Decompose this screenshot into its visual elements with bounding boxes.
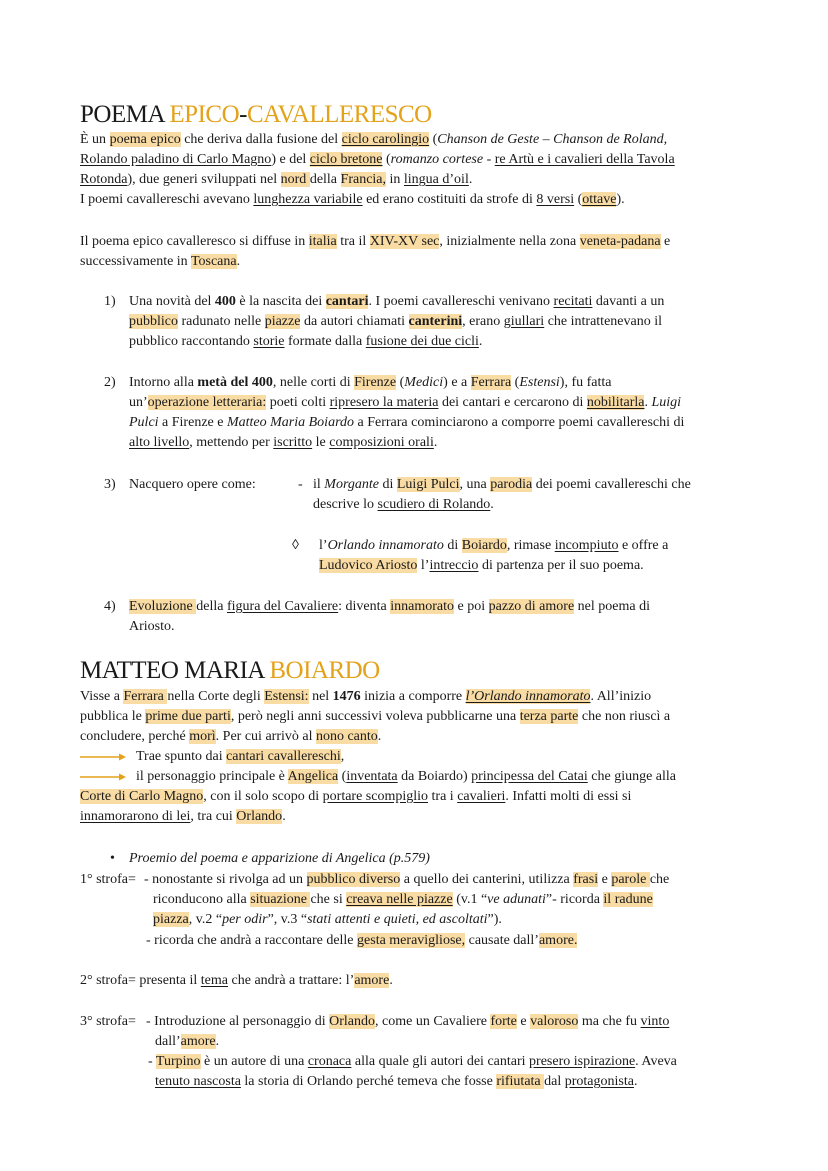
text-run: , nelle corti di xyxy=(272,375,355,390)
text-run: . xyxy=(236,254,241,269)
text-run: - xyxy=(239,101,247,128)
sub-item-line xyxy=(319,536,668,556)
text-run: . xyxy=(633,1074,638,1089)
text-run: - xyxy=(483,152,495,167)
text-run: della xyxy=(196,599,227,614)
text-run: Turpino xyxy=(155,1054,201,1069)
text-run: - xyxy=(148,1054,156,1069)
text-run: pubblico xyxy=(129,314,178,329)
text-run: l’Orlando innamorato xyxy=(465,689,591,704)
text-run: lingua d’oil xyxy=(403,172,469,187)
text-run: Matteo Maria Boiardo xyxy=(226,415,354,430)
text-run: è la nascita dei xyxy=(235,294,326,309)
text-run: BOIARDO xyxy=(269,657,380,684)
strofa-line xyxy=(155,1032,219,1052)
arrow-icon xyxy=(80,752,126,762)
text-run: ”- ricorda xyxy=(545,892,604,907)
list-item-line xyxy=(129,373,612,393)
list-item-line xyxy=(129,617,175,637)
text-run: Ludovico Ariosto xyxy=(319,558,418,573)
text-run: frasi xyxy=(573,872,599,887)
text-run: Una novità del xyxy=(129,294,215,309)
text-run: in xyxy=(386,172,404,187)
text-run: che xyxy=(649,872,670,887)
text-run: descrive lo xyxy=(313,497,378,512)
text-run: cronaca xyxy=(307,1054,352,1069)
text-run: rifiutata xyxy=(496,1074,545,1089)
text-run: operazione letteraria: xyxy=(147,395,267,410)
paragraph-line xyxy=(80,150,675,170)
text-run: di xyxy=(378,477,397,492)
text-run: . xyxy=(478,334,483,349)
text-run: le xyxy=(312,435,330,450)
strofa-label: 1° strofa= xyxy=(80,872,136,887)
text-run: tra i xyxy=(428,789,458,804)
text-run: MATTEO MARIA xyxy=(80,657,270,684)
strofa-line xyxy=(153,910,502,930)
section-title-poema xyxy=(80,100,432,130)
text-run: Intorno alla xyxy=(129,375,198,390)
text-run: tra il xyxy=(336,234,370,249)
text-run: I poemi cavallereschi avevano xyxy=(80,192,254,207)
text-run: re Artù e i cavalieri della Tavola xyxy=(494,152,675,167)
text-run: ”). xyxy=(487,912,502,927)
text-run: , con il solo scopo di xyxy=(203,789,323,804)
list-item-line: Nacquero opere come: xyxy=(129,477,256,492)
text-run: tema xyxy=(200,973,229,988)
text-run: dei poemi cavallereschi che xyxy=(532,477,691,492)
text-run: intreccio xyxy=(429,558,479,573)
text-run: Evoluzione xyxy=(129,599,197,614)
text-run: ( xyxy=(574,192,583,207)
text-run: riconducono alla xyxy=(153,892,251,907)
text-run: amore xyxy=(180,1034,216,1049)
text-run: Trae spunto dai xyxy=(136,749,227,764)
text-run: , una xyxy=(459,477,491,492)
text-run: dal xyxy=(544,1074,565,1089)
paragraph-line xyxy=(80,687,651,707)
text-run: Francia, xyxy=(340,172,387,187)
strofa-line xyxy=(146,931,577,951)
text-run: creava nelle piazze xyxy=(346,892,453,907)
text-run: a Ferrara cominciarono a comporre poemi cavallereschi di xyxy=(354,415,685,430)
text-run: Chanson de Geste – Chanson de Roland, xyxy=(437,132,668,147)
text-run: , inizialmente nella zona xyxy=(439,234,580,249)
strofa-line xyxy=(80,971,393,991)
text-run: Firenze xyxy=(354,375,397,390)
text-run: , erano xyxy=(462,314,504,329)
text-run: l’ xyxy=(417,558,430,573)
text-run: cantari xyxy=(325,294,369,309)
text-run: è un autore di una xyxy=(200,1054,308,1069)
text-run: . Per cui arrivò al xyxy=(215,729,316,744)
text-run: . I poemi cavallereschi venivano xyxy=(368,294,554,309)
text-run: inventata xyxy=(346,769,398,784)
text-run: Medici xyxy=(404,375,444,390)
text-run: ripresero la materia xyxy=(329,395,439,410)
text-run: composizioni orali xyxy=(329,435,434,450)
text-run: nobilitarla xyxy=(586,395,645,410)
paragraph-line xyxy=(80,727,381,747)
text-run: gesta meravigliose, xyxy=(357,933,466,948)
text-run: . xyxy=(389,973,393,988)
text-run: protagonista xyxy=(564,1074,634,1089)
text-run: EPICO xyxy=(169,101,240,128)
sub-item-line xyxy=(319,556,644,576)
paragraph-line xyxy=(136,767,676,787)
text-run: la storia di Orlando perché temeva che fosse xyxy=(240,1074,497,1089)
text-run: ) e del xyxy=(271,152,310,167)
text-run: CAVALLERESCO xyxy=(246,101,432,128)
paragraph-line xyxy=(80,232,670,252)
paragraph-line xyxy=(80,707,670,727)
text-run: Ferrara xyxy=(470,375,512,390)
text-run: Pulci xyxy=(129,415,159,430)
text-run: innamorarono di lei xyxy=(80,809,191,824)
text-run: parole xyxy=(611,872,650,887)
text-run: ciclo carolingio xyxy=(341,132,430,147)
text-run: metà del 400 xyxy=(197,375,273,390)
text-run: l’ xyxy=(319,538,328,553)
text-run: 8 versi xyxy=(536,192,575,207)
text-run: . xyxy=(377,729,382,744)
strofa-line xyxy=(155,1072,637,1092)
text-run: 400 xyxy=(214,294,236,309)
text-run: vinto xyxy=(640,1014,670,1029)
text-run: , rimase xyxy=(506,538,555,553)
text-run: recitati xyxy=(553,294,593,309)
text-run: che andrà a trattare: l’ xyxy=(228,973,355,988)
text-run: che deriva dalla fusione del xyxy=(180,132,342,147)
text-run: il personaggio principale è xyxy=(136,769,288,784)
text-run: da autori chiamati xyxy=(300,314,409,329)
text-run: ve adunati xyxy=(487,892,546,907)
text-run: della xyxy=(309,172,341,187)
sub-item-line xyxy=(313,495,494,515)
text-run: ( xyxy=(382,152,391,167)
strofa-line xyxy=(153,890,653,910)
strofa-label: 3° strofa= xyxy=(80,1014,136,1029)
text-run: che giunge alla xyxy=(587,769,677,784)
text-run: causate dall’ xyxy=(465,933,539,948)
text-run: che intrattenevano il xyxy=(544,314,662,329)
text-run: 2° strofa= xyxy=(80,973,136,988)
text-run: poema epico xyxy=(109,132,181,147)
text-run: , mettendo per xyxy=(189,435,274,450)
paragraph-line xyxy=(136,747,344,767)
text-run: stati attenti e quieti, ed ascoltati xyxy=(307,912,488,927)
text-run: amore. xyxy=(538,933,578,948)
bullet-icon: • xyxy=(110,851,115,866)
text-run: Corte di Carlo Magno xyxy=(80,789,204,804)
text-run: nella Corte degli xyxy=(167,689,265,704)
list-item-line xyxy=(129,413,684,433)
text-run: e offre a xyxy=(618,538,669,553)
text-run: valoroso xyxy=(530,1014,579,1029)
text-run: prime due parti xyxy=(145,709,231,724)
text-run: , v.2 “ xyxy=(188,912,223,927)
text-run: Morgante xyxy=(324,477,379,492)
text-run: di xyxy=(443,538,462,553)
text-run: poeti colti xyxy=(266,395,330,410)
text-run: parodia xyxy=(490,477,533,492)
text-run: cavalieri xyxy=(457,789,506,804)
text-run: . Aveva xyxy=(635,1054,677,1069)
list-number: 4) xyxy=(104,599,116,614)
text-run: ). xyxy=(616,192,625,207)
text-run: portare scompiglio xyxy=(322,789,429,804)
text-run: formate dalla xyxy=(284,334,366,349)
list-number: 1) xyxy=(104,294,116,309)
list-item-line xyxy=(129,433,437,453)
text-run: e xyxy=(660,234,671,249)
text-run: , tra cui xyxy=(190,809,237,824)
text-run: presenta il xyxy=(135,973,201,988)
text-run: Rotonda xyxy=(80,172,128,187)
text-run: storie xyxy=(253,334,285,349)
sub-dash: - xyxy=(298,477,303,492)
list-item-line xyxy=(129,312,662,332)
text-run: piazza xyxy=(153,912,189,927)
text-run: morì xyxy=(189,729,216,744)
list-number: 2) xyxy=(104,375,116,390)
strofa-line xyxy=(144,870,669,890)
text-run: un’ xyxy=(129,395,148,410)
text-run: Angelica xyxy=(287,769,339,784)
text-run: a Firenze e xyxy=(158,415,227,430)
text-run: POEMA xyxy=(80,101,170,128)
text-run: principessa del Catai xyxy=(471,769,588,784)
list-item-line xyxy=(129,393,681,413)
text-run: - Introduzione al personaggio di xyxy=(146,1014,330,1029)
text-run: situazione xyxy=(250,892,311,907)
text-run: ) e a xyxy=(443,375,471,390)
text-run: ), fu fatta xyxy=(559,375,612,390)
text-run: ”, v.3 “ xyxy=(267,912,308,927)
text-run: nel poema di xyxy=(574,599,650,614)
text-run: ciclo bretone xyxy=(309,152,383,167)
text-run: - ricorda che andrà a raccontare delle xyxy=(146,933,358,948)
text-run: È un xyxy=(80,132,110,147)
text-run: forte xyxy=(490,1014,517,1029)
text-run: giullari xyxy=(503,314,545,329)
text-run: . All’inizio xyxy=(590,689,652,704)
text-run: Rolando paladino di Carlo Magno xyxy=(80,152,272,167)
text-run: nord xyxy=(280,172,310,187)
text-run: Estensi xyxy=(519,375,560,390)
text-run: iscritto xyxy=(273,435,313,450)
text-run: radunato nelle xyxy=(178,314,265,329)
text-run: . xyxy=(468,172,473,187)
text-run: ( xyxy=(338,769,347,784)
paragraph-line xyxy=(80,787,631,807)
text-run: successivamente in xyxy=(80,254,191,269)
text-run: XIV-XV sec xyxy=(369,234,440,249)
proemio-heading: Proemio del poema e apparizione di Angelica (p.579) xyxy=(129,851,430,866)
text-run: che non riuscì a xyxy=(578,709,671,724)
sub-item-line xyxy=(313,475,691,495)
text-run: per odir xyxy=(222,912,268,927)
text-run: , come un Cavaliere xyxy=(375,1014,491,1029)
section-title-boiardo xyxy=(80,656,380,686)
text-run: Il poema epico cavalleresco si diffuse in xyxy=(80,234,309,249)
text-run: Boiardo xyxy=(461,538,507,553)
text-run: ( xyxy=(429,132,438,147)
text-run: alto livello xyxy=(129,435,190,450)
list-item-line xyxy=(129,332,482,352)
strofa-line xyxy=(148,1052,677,1072)
text-run: incompiuto xyxy=(554,538,619,553)
text-run: amore xyxy=(354,973,390,988)
text-run: innamorato xyxy=(390,599,455,614)
text-run: ( xyxy=(511,375,520,390)
text-run: e xyxy=(598,872,612,887)
text-run: fusione dei due cicli xyxy=(365,334,479,349)
list-item-line xyxy=(129,292,664,312)
text-run: pubblica le xyxy=(80,709,146,724)
text-run: pubblico raccontando xyxy=(129,334,254,349)
text-run: presero ispirazione xyxy=(529,1054,636,1069)
text-run: da Boiardo) xyxy=(397,769,472,784)
text-run: ed erano costituiti da strofe di xyxy=(362,192,537,207)
text-run: veneta-padana xyxy=(579,234,661,249)
text-run: Toscana xyxy=(190,254,237,269)
text-run: ottave xyxy=(582,192,617,207)
text-run: Estensi: xyxy=(264,689,309,704)
text-run: il xyxy=(313,477,325,492)
text-run: . xyxy=(282,809,286,824)
text-run: italia xyxy=(308,234,337,249)
text-run: - nonostante si rivolga ad un xyxy=(144,872,307,887)
text-run: ma che fu xyxy=(578,1014,641,1029)
text-run: tenuto nascosta xyxy=(155,1074,241,1089)
text-run: : diventa xyxy=(338,599,391,614)
text-run: Visse a xyxy=(80,689,124,704)
text-run: . Infatti molti di essi si xyxy=(505,789,632,804)
paragraph-line xyxy=(80,252,240,272)
text-run: davanti a un xyxy=(592,294,665,309)
list-item-line xyxy=(129,597,650,617)
text-run: a quello dei canterini, utilizza xyxy=(400,872,574,887)
text-run: Luigi Pulci xyxy=(396,477,460,492)
text-run: canterini xyxy=(408,314,463,329)
text-run: pubblico diverso xyxy=(306,872,401,887)
list-number: 3) xyxy=(104,477,116,492)
text-run: Ariosto. xyxy=(129,619,175,634)
text-run: . xyxy=(644,395,652,410)
text-run: Orlando innamorato xyxy=(327,538,444,553)
text-run: dall’ xyxy=(155,1034,181,1049)
text-run: ), due generi sviluppati nel xyxy=(127,172,281,187)
text-run: di partenza per il suo poema. xyxy=(478,558,644,573)
text-run: . xyxy=(215,1034,220,1049)
text-run: Orlando xyxy=(329,1014,376,1029)
paragraph-line xyxy=(80,130,667,150)
text-run: lunghezza variabile xyxy=(253,192,363,207)
paragraph-line xyxy=(80,190,625,210)
paragraph-line xyxy=(80,170,472,190)
text-run: nono canto xyxy=(315,729,378,744)
text-run: (v.1 “ xyxy=(452,892,488,907)
text-run: che si xyxy=(310,892,347,907)
text-run: e xyxy=(516,1014,531,1029)
text-run: . xyxy=(433,435,438,450)
text-run: alla quale gli autori dei cantari xyxy=(351,1054,530,1069)
text-run: Luigi xyxy=(651,395,682,410)
text-run: romanzo cortese xyxy=(390,152,484,167)
text-run: nel xyxy=(308,689,333,704)
text-run: Ferrara xyxy=(123,689,168,704)
text-run: il radune xyxy=(603,892,653,907)
text-run: 1476 xyxy=(332,689,361,704)
strofa-line xyxy=(146,1012,669,1032)
text-run: , però negli anni successivi voleva pubblicarne una xyxy=(230,709,520,724)
text-run: concludere, perché xyxy=(80,729,190,744)
diamond-icon: ◊ xyxy=(292,538,299,553)
text-run: . xyxy=(490,497,494,512)
text-run: dei cantari e cercarono di xyxy=(438,395,587,410)
text-run: ( xyxy=(396,375,405,390)
text-run: pazzo di amore xyxy=(488,599,575,614)
text-run: piazze xyxy=(264,314,301,329)
arrow-icon xyxy=(80,772,126,782)
text-run: figura del Cavaliere xyxy=(226,599,339,614)
text-run: inizia a comporre xyxy=(360,689,466,704)
text-run: scudiero di Rolando xyxy=(377,497,491,512)
text-run: terza parte xyxy=(519,709,579,724)
text-run: e poi xyxy=(454,599,489,614)
text-run: Orlando xyxy=(236,809,283,824)
text-run: , xyxy=(340,749,345,764)
text-run: cantari cavallereschi xyxy=(226,749,341,764)
paragraph-line xyxy=(80,807,286,827)
